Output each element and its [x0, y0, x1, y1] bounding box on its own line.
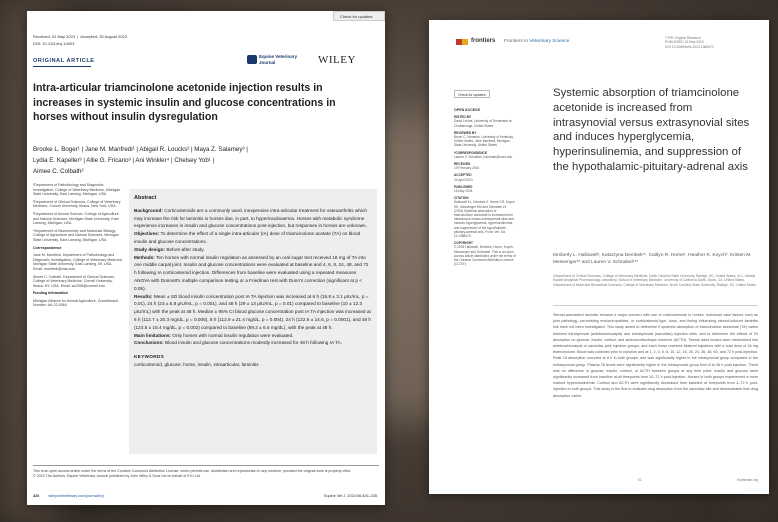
abstract-paragraph: Background: Corticosteroids are a commonly used, inexpensive intra-articular treatment for osteoarthritis which may increase the risk for laminitis in horses due, in part, to hyperinsulinaemia. Horses with metabolic syndrome experience increases in insulin and glucose concentrations post-injection, but responses in horses are unknown. [134, 207, 367, 229]
paper-frontiers [429, 20, 769, 494]
correspondence-entry: Aimee C. Colbath, Department of Clinical Sciences, College of Veterinary Medicine, Cornell University, Ithaca, NY, USA. Email: ac2398@cornell.edu [33, 274, 116, 288]
journal-name: Equine Veterinary Journal [259, 54, 298, 65]
article-meta: TYPE Original Research PUBLISHED 15 May 2024 DOI 10.3389/fvets.2024.1388470 [665, 36, 714, 49]
citation-ref: Equine Vet J. 2024;56:326–335. [323, 494, 378, 498]
authors-line: Aimee C. Colbath² [33, 168, 84, 175]
abstract-paragraph: Results: Mean ± SD blood insulin concentration post IA TA injection was increased at 6 h (15.8 ± 3.1 μIU/mL, p = 0.01), 24 h (23 ± 5.8 μIU/mL, p = 0.001), and 48 h (29 ± 13 μIU/mL, p = 0.01) compared to baseline (10 ± 12.3 μIU/mL) with the peak at 48 h. Median ± 95% CI blood glucose concentration post IA TA injection was increased at 6 h (112.7 ± 20.3 mg/dL, p = 0.006), 8 h (112.9 ± 21.4 mg/dL, p = 0.004), 24 h (122.6 ± 14.6, p = 0.0001), and 48 h (123.5 ± 15.4 mg/dL, p = 0.002) compared to baseline (89.2 ± 6.6 mg/dL), with the peak at 48 h. [134, 293, 372, 330]
correspondence-entry: Jane M. Manfredi, Department of Pathobiology and Diagnostic Investigation, College of Veterinary Medicine, Michigan State University, East Lansing, MI, USA. Email: manfredi@msu.edu [33, 253, 123, 271]
authors-line: Brooke L. Boger¹ | Jane M. Manfredi¹ | Abigail R. Loucks² | Maya Z. Salamey³ | [33, 146, 248, 153]
page-number: 01 [638, 478, 642, 482]
sidebar-metadata: OPEN ACCESS EDITED BY David Levine, University of Tennessee at Chattanooga, United States REVIEWED BY Brynn C. Menarim, University of Kentucky, United States; Jane Manfredi, Michigan State University, United States *CORRESPONDENCE Lauren V. Schnabel, lvschnab@ncsu.edu RECEIVED 19 February 2024 ACCEPTED 24 April 2024 PUBLISHED 15 May 2024 CITATION Hallowell KL, Dembek K, Horne CR, Knych HK, Messenger KM and Schnabel LV (2024) Systemic absorption of triamcinolone acetonide is increased from intravenous versus extrasynovial sites and induces hyperglycemia, hyperinsulinemia, and suppression of the hypothalamic-pituitary-adrenal axis. Front. Vet. Sci. 11:1388470. COPYRIGHT © 2024 Hallowell, Dembek, Horne, Knych, Messenger and Schnabel. This is an open-access article distributed under the terms of the Creative Commons Attribution License (CC BY). [454, 108, 516, 267]
author-list: Kimberly L. Hallowell¹, Katarzyna Dembek¹*, Caitlyn R. Horne¹, Heather K. Knych², Kristen M. Messenger³⁴ and Lauren V. Schnabel¹⁴* [553, 253, 752, 265]
publisher-logo: frontiers [471, 38, 496, 44]
license-notice: This is an open access article under the terms of the Creative Commons Attribution License, which permits use, distribution and reproduction in any medium, provided the original work is properly cited. © 2023 The Authors. Equine Veterinary Journal published by John Wiley & Sons Ltd on behalf of EVJ Ltd. [33, 469, 352, 478]
page-number: 326 [33, 494, 40, 498]
footer-divider [33, 465, 379, 466]
authors-line: Lydia E. Kapeller³ | Allie G. Fricano³ | Ani Winkler⁴ | Chelsey Yob¹ | [33, 157, 215, 164]
abstract-paragraph: Conclusions: Blood insulin and glucose concentrations modestly increased for 48 h following IA TA. [134, 340, 343, 346]
keywords: corticosteroid, glucose, horse, insulin, intraarticular, laminitis [134, 361, 259, 367]
paper-equine-vet-journal: Check for updates Received: 31 May 2023 | Accepted: 25 August 2023 DOI: 10.1111/evj.14003 ORIGINAL ARTICLE Equine Veterinary Journal WILEY Intra-articular triamcinolone acetonide injection results in increases in systemic insulin and glucose concentrations in horses without insulin dysregulation Brooke L. Boger¹ | Jane M. Manfredi¹ | Abigail R. Loucks² | Maya Z. Salamey³ | Lydia E. Kapeller³ | Allie G. Fricano³ | Ani Winkler⁴ | Chelsey Yob¹ | Aimee C. Colbath² ¹Department of Pathobiology and Diagnostic Investigation, College of Veterinary Medicine, Michigan State University, East Lansing, Michigan, USA ²Department of Clinical Sciences, College of Veterinary Medicine, Cornell University, Ithaca, New York, USA ³Department of Animal Science, College of Agriculture and Natural Sciences, Michigan State University, East Lansing, Michigan, USA ⁴Department of Biochemistry and Molecular Biology, College of Agriculture and Natural Sciences, Michigan State University, East Lansing, Michigan, USA Correspondence Jane M. Manfredi, Department of Pathobiology and Diagnostic Investigation, College of Veterinary Medicine, Michigan State University, East Lansing, MI, USA. Email: manfredi@msu.edu Aimee C. Colbath, Department of Clinical Sciences, College of Veterinary Medicine, Cornell University, Ithaca, NY, USA. Email: ac2398@cornell.edu Funding information Michigan Alliance for Animal Agriculture, Grant/Award Number: AA-22-0064 Abstract Background: Corticosteroids are a commonly used, inexpensive intra-articular treatment for osteoarthritis which may increase the risk for laminitis in horses due, in part, to hyperinsulinaemia. Horses with metabolic syndrome experience increases in insulin and glucose concentrations post-injection, but responses in horses are unknown. Objectives: To determine the effect of a single intra-articular (IA) dose of triamcinolone acetate (TA) on blood insulin and glucose concentrations. Study design: Before-after study. Methods: Ten horses with normal insulin regulation as assessed by an oral sugar test received 18 mg of TA into one middle carpal joint. Insulin and glucose concentrations were evaluated at baseline and 4, 6, 8, 24, 48, and 72 h following IA corticosteroid injection. Differences from baseline were evaluated using a repeated measures ANOVA with Dunnett's multiple comparison testing or a Friedman test with Dunn's correction (significant at p < 0.05). Results: Mean ± SD blood insulin concentration post IA TA injection was increased at 6 h (15.8 ± 3.1 μIU/mL, p = 0.01), 24 h (23 ± 5.8 μIU/mL, p = 0.001), and 48 h (29 ± 13 μIU/mL, p = 0.01) compared to baseline (10 ± 12.3 μIU/mL) with the peak at 48 h. Median ± 95% CI blood glucose concentration post IA TA injection was increased at 6 h (112.7 ± 20.3 mg/dL, p = 0.006), 8 h (112.9 ± 21.4 mg/dL, p = 0.004), 24 h (122.6 ± 14.6, p = 0.0001), and 48 h (123.5 ± 15.4 mg/dL, p = 0.002) compared to baseline (89.2 ± 6.6 mg/dL), with the peak at 48 h. Main limitations: Only horses with normal insulin regulation were evaluated. Conclusions: Blood insulin and glucose concentrations modestly increased for 48 h following IA TA. KEYWORDS corticosteroid, glucose, horse, insulin, intraarticular, laminitis This is an open access article under the terms of the Creative Commons Attribution License, which permits use, distribution and reproduction in any medium, provided the original work is properly cited. © 2023 The Authors. Equine Veterinary Journal published by John Wiley & Sons Ltd on behalf of EVJ Ltd. 326 wileyonlinelibrary.com/journal/evj Equine Vet J. 2024;56:326–335. [27, 11, 385, 505]
check-for-updates-badge[interactable]: Check for updates [333, 11, 385, 21]
abstract-paragraph: Methods: Ten horses with normal insulin regulation as assessed by an oral sugar test received 18 mg of TA into one middle carpal joint. Insulin and glucose concentrations were evaluated at baseline and 4, 6, 8, 24, 48, and 72 h following IA corticosteroid injection. Differences from baseline were evaluated using a repeated measures ANOVA with Dunnett's multiple comparison testing or a Friedman test with Dunn's correction (significant at p < 0.05). [134, 254, 369, 291]
abstract-text: Steroid-associated laminitis remains a major concern with use of corticosteroids in horses. Individual case factors such as joint pathology, pre-existing endocrinopathies, or corticosteroid type, dose, and timing influencing steroid-induced laminitis risk have not been investigated. This study aimed to determine if systemic absorption of triamcinolone acetonide (TA) varies between intrasynovial (antebrachiocarpal) and extrasynovial (sacroiliac) injection sites, and to determine the effects of TA absorption on glucose, insulin, cortisol, and adrenocorticotropic hormone (ACTH). Twenty adult horses were randomized into antebrachiocarpal or sacroiliac joint injection groups, and each horse received bilateral injections with a total dose of 18 mg triamcinolone. Blood was collected prior to injection and at 1, 2, 4, 6, 8, 10, 12, 16, 20, 24, 36, 48, 60, and 72 h post-injection. Peak TA absorption occurred at 8 h in both groups, and was significantly higher in the intrasynovial group compared to the extrasynovial group. Plasma TA levels were significantly higher in the intrasynovial group from 8 to 36 h post-injection. There was no difference in glucose, insulin, cortisol, or ACTH between groups at any time point. Insulin and glucose were significantly increased from baseline at all timepoints from 10–72 h post-injection. Horses in both groups experienced a more marked hyperinsulinemia. Cortisol and ACTH were significantly decreased from baseline at timepoints from 4–72 h post-injection in both groups. This study is the first to evaluate drug absorption from the sacroiliac site and demonstrates that drug absorption varies [553, 313, 758, 398]
received-date: Received: 31 May 2023 [33, 34, 76, 39]
affiliation: ⁴Department of Biochemistry and Molecular Biology, College of Agriculture and Natural Sciences, Michigan State University, East Lansing, Michigan, USA [33, 228, 119, 242]
section-underline [33, 66, 91, 67]
page-footer [33, 494, 378, 498]
frontiers-logo-icon [462, 39, 468, 45]
correspondence-heading: Correspondence [33, 245, 62, 250]
article-title: Systemic absorption of triamcinolone acetonide is increased from intrasynovial versus extrasynovial sites and induces hyperglycemia, hyperinsulinemia, and suppression of the hypothalamic-pituitary-adrenal axis [553, 87, 750, 173]
evj-logo-icon [247, 55, 257, 64]
journal-url-link[interactable]: wileyonlinelibrary.com/journal/evj [48, 494, 104, 498]
journal-url-link[interactable]: frontiersin.org [737, 478, 758, 482]
article-title: Intra-articular triamcinolone acetonide injection results in increases in systemic insulin and glucose concentrations in horses without insulin dysregulation [33, 82, 336, 123]
section-label: ORIGINAL ARTICLE [33, 58, 95, 64]
affiliation: ²Department of Clinical Sciences, College of Veterinary Medicine, Cornell University, Ithaca, New York, USA [33, 199, 121, 209]
funding-heading: Funding information [33, 291, 68, 296]
funding-info: Michigan Alliance for Animal Agriculture, Grant/Award Number: AA-22-0064 [33, 298, 118, 308]
author-list [33, 144, 373, 177]
check-for-updates-badge[interactable]: Check for updates [454, 90, 490, 98]
affiliation: ³Department of Animal Science, College of Agriculture and Natural Sciences, Michigan State University, East Lansing, Michigan, USA [33, 211, 119, 226]
journal-name: Frontiers in Veterinary Science [504, 39, 570, 44]
keywords-heading: KEYWORDS [134, 354, 165, 360]
abstract-paragraph: Objectives: To determine the effect of a single intra-articular (IA) dose of triamcinolone acetate (TA) on blood insulin and glucose concentrations. [134, 231, 361, 244]
publisher-logo: WILEY [318, 54, 356, 66]
abstract-paragraph: Main limitations: Only horses with normal insulin regulation were evaluated. [134, 332, 294, 338]
open-access-label: OPEN ACCESS [454, 108, 481, 112]
affiliations: ¹Department of Clinical Sciences, College of Veterinary Medicine, North Carolina State University, Raleigh, NC, United States, ²K.L. Maddy Equine Analytical Pharmacology Laboratory, School of Veterinary Medicine, University of California Davis, Davis, CA, United States, ³Department of Molecular Biomedical Sciences, College of Veterinary Medicine, North Carolina State University, Raleigh, NC, United States [553, 274, 757, 287]
divider [553, 305, 758, 306]
accepted-date: Accepted: 25 August 2023 [80, 34, 127, 39]
affiliations-column [33, 183, 123, 311]
affiliation: ¹Department of Pathobiology and Diagnostic Investigation, College of Veterinary Medicine, Michigan State University, East Lansing, Michigan, USA [33, 183, 121, 197]
doi: DOI: 10.1111/evj.14003 [33, 41, 75, 46]
abstract-box [129, 189, 377, 454]
abstract-heading: Abstract [134, 195, 157, 201]
abstract-paragraph: Study design: Before-after study. [134, 246, 205, 252]
